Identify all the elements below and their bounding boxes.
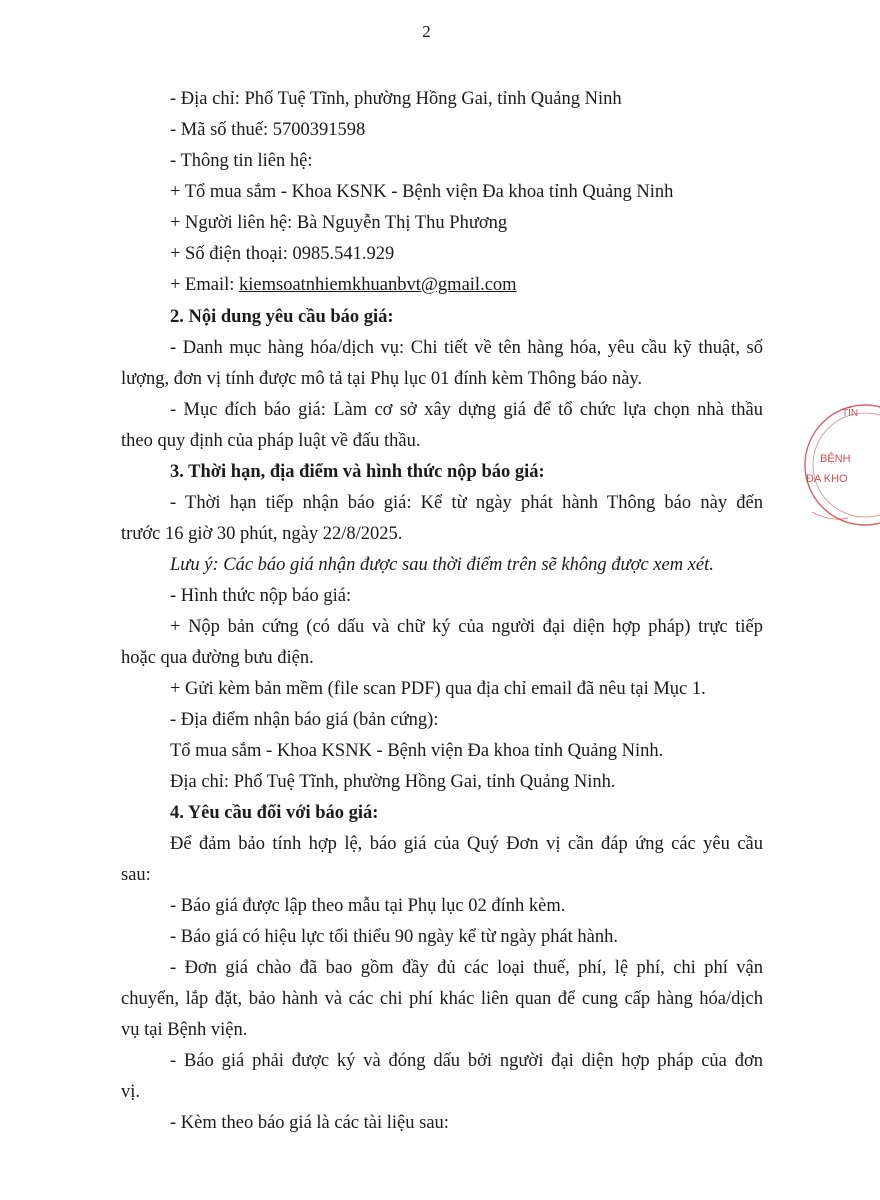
email-link[interactable]: kiemsoatnhiemkhuanbvt@gmail.com [239, 275, 517, 295]
s4-item3-line1: - Đơn giá chào đã bao gồm đầy đủ các loại thuế, phí, lệ phí, chi phí vận [170, 958, 763, 978]
s2-item2-line2: theo quy định của pháp luật về đấu thầu. [121, 431, 421, 451]
section-4-heading: 4. Yêu cầu đối với báo giá: [170, 803, 379, 823]
email-label: + Email: [170, 275, 240, 295]
section-2-heading: 2. Nội dung yêu cầu báo giá: [170, 307, 394, 327]
s4-item4-line1: - Báo giá phải được ký và đóng dấu bởi người đại diện hợp pháp của đơn [170, 1051, 763, 1071]
svg-text:BỆNH: BỆNH [820, 453, 851, 465]
svg-text:ĐA KHO: ĐA KHO [806, 473, 848, 485]
s3-location-label: - Địa điểm nhận báo giá (bản cứng): [170, 710, 439, 730]
s4-intro-line2: sau: [121, 865, 151, 885]
s2-item1-line2: lượng, đơn vị tính được mô tả tại Phụ lục 01 đính kèm Thông báo này. [121, 369, 643, 389]
svg-text:TỈN: TỈN [842, 408, 859, 419]
contact-info-label: - Thông tin liên hệ: [170, 151, 313, 171]
s3-softcopy-line: + Gửi kèm bản mềm (file scan PDF) qua địa chỉ email đã nêu tại Mục 1. [170, 679, 706, 699]
s3-deadline-line1: - Thời hạn tiếp nhận báo giá: Kể từ ngày phát hành Thông báo này đến [170, 493, 763, 513]
s4-item4-line2: vị. [121, 1082, 141, 1102]
page-number: 2 [422, 22, 431, 41]
s3-note: Lưu ý: Các báo giá nhận được sau thời điểm trên sẽ không được xem xét. [170, 555, 714, 575]
s3-location-team: Tổ mua sắm - Khoa KSNK - Bệnh viện Đa khoa tỉnh Quảng Ninh. [170, 741, 664, 761]
s3-method-label: - Hình thức nộp báo giá: [170, 586, 352, 606]
s4-item3-line2: chuyển, lắp đặt, bảo hành và các chi phí khác liên quan để cung cấp hàng hóa/dịch [121, 989, 763, 1009]
contact-person-line: + Người liên hệ: Bà Nguyễn Thị Thu Phương [170, 213, 508, 233]
section-3-heading: 3. Thời hạn, địa điểm và hình thức nộp báo giá: [170, 462, 545, 482]
s3-location-address: Địa chỉ: Phố Tuệ Tĩnh, phường Hồng Gai, tỉnh Quảng Ninh. [170, 772, 616, 792]
s2-item2-line1: - Mục đích báo giá: Làm cơ sở xây dựng giá để tổ chức lựa chọn nhà thầu [170, 400, 763, 420]
s4-item2: - Báo giá có hiệu lực tối thiểu 90 ngày kể từ ngày phát hành. [170, 927, 619, 947]
s4-intro-line1: Để đảm bảo tính hợp lệ, báo giá của Quý Đơn vị cần đáp ứng các yêu cầu [170, 834, 763, 854]
s4-item5: - Kèm theo báo giá là các tài liệu sau: [170, 1113, 449, 1133]
address-line: - Địa chỉ: Phố Tuệ Tĩnh, phường Hồng Gai, tỉnh Quảng Ninh [170, 89, 622, 109]
s3-hardcopy-line2: hoặc qua đường bưu điện. [121, 648, 314, 668]
s3-hardcopy-line1: + Nộp bản cứng (có dấu và chữ ký của người đại diện hợp pháp) trực tiếp [170, 617, 763, 637]
email-line [170, 274, 517, 296]
s4-item1: - Báo giá được lập theo mẫu tại Phụ lục 02 đính kèm. [170, 896, 566, 916]
procurement-team-line: + Tổ mua sắm - Khoa KSNK - Bệnh viện Đa khoa tỉnh Quảng Ninh [170, 182, 674, 202]
tax-code-line: - Mã số thuế: 5700391598 [170, 120, 366, 140]
s4-item3-line3: vụ tại Bệnh viện. [121, 1020, 248, 1040]
s2-item1-line1: - Danh mục hàng hóa/dịch vụ: Chi tiết về tên hàng hóa, yêu cầu kỹ thuật, số [170, 338, 763, 358]
phone-line: + Số điện thoại: 0985.541.929 [170, 244, 395, 264]
s3-deadline-line2: trước 16 giờ 30 phút, ngày 22/8/2025. [121, 524, 403, 544]
hospital-seal-stamp [790, 400, 880, 530]
